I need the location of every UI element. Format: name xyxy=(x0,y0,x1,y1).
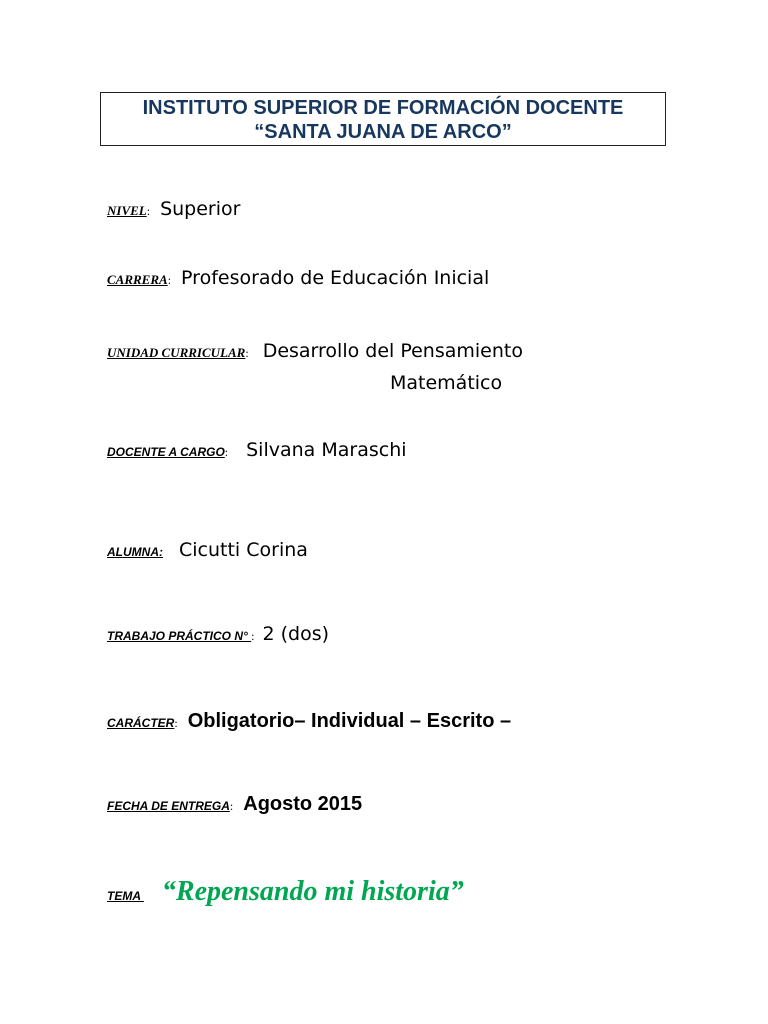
field-alumna xyxy=(107,539,308,561)
unidad-value-line2: Matemático xyxy=(390,372,503,394)
field-trabajo-practico xyxy=(107,623,329,645)
fecha-colon: : xyxy=(229,799,234,813)
field-nivel xyxy=(107,198,240,220)
institution-name: INSTITUTO SUPERIOR DE FORMACIÓN DOCENTE xyxy=(142,97,624,119)
nivel-value: Superior xyxy=(160,198,241,220)
institution-subtitle: “SANTA JUANA DE ARCO” xyxy=(254,121,512,143)
unidad-label: UNIDAD CURRICULAR xyxy=(107,345,246,360)
docente-value: Silvana Maraschi xyxy=(246,439,407,461)
nivel-label: NIVEL xyxy=(107,203,147,218)
carrera-value: Profesorado de Educación Inicial xyxy=(181,267,490,289)
alumna-label: ALUMNA: xyxy=(107,545,163,559)
field-tema xyxy=(107,876,464,908)
field-fecha-entrega xyxy=(107,793,362,816)
tema-label: TEMA xyxy=(107,889,144,903)
unidad-value-line1: Desarrollo del Pensamiento xyxy=(262,340,523,362)
trabajo-value: 2 (dos) xyxy=(262,623,330,645)
fecha-value: Agosto 2015 xyxy=(243,793,363,815)
nivel-colon: : xyxy=(146,204,151,218)
alumna-value: Cicutti Corina xyxy=(179,539,308,561)
trabajo-colon: : xyxy=(251,629,255,643)
field-docente xyxy=(107,439,407,461)
caracter-colon: : xyxy=(174,716,178,730)
docente-colon: : xyxy=(224,445,229,459)
caracter-value: Obligatorio– Individual – Escrito – xyxy=(187,710,512,732)
carrera-label: CARRERA xyxy=(107,272,168,287)
institution-header xyxy=(100,92,666,146)
docente-label: DOCENTE A CARGO xyxy=(107,445,225,459)
field-unidad-curricular xyxy=(107,340,523,362)
unidad-colon: : xyxy=(245,346,249,360)
tema-value: “Repensando mi historia” xyxy=(161,876,464,907)
field-caracter xyxy=(107,710,511,733)
caracter-label: CARÁCTER xyxy=(107,716,175,730)
trabajo-label: TRABAJO PRÁCTICO N° xyxy=(107,629,252,643)
carrera-colon: : xyxy=(167,273,172,287)
fecha-label: FECHA DE ENTREGA xyxy=(107,799,230,813)
field-carrera xyxy=(107,267,489,289)
